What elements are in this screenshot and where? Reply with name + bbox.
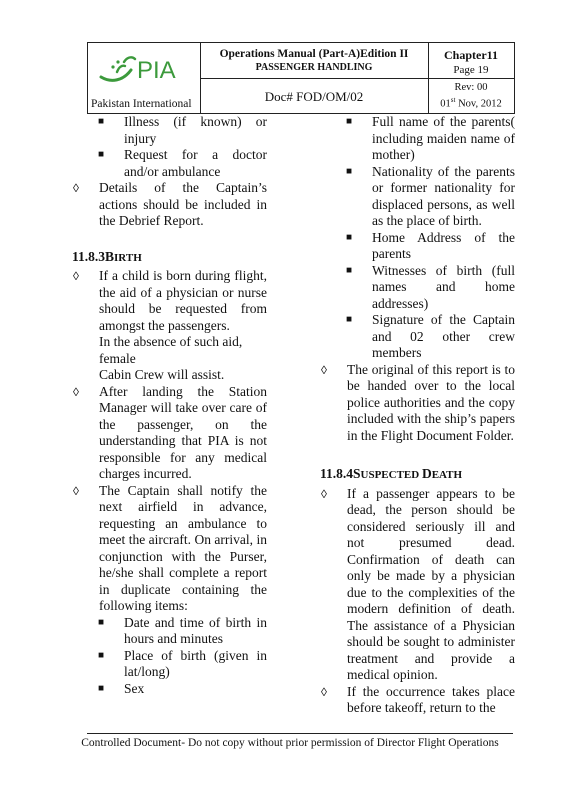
diamond-bullet-icon: ◊ [73,181,79,195]
square-bullet-icon: ■ [346,165,353,177]
list-item: ■ Home Address of the parents [346,229,515,261]
revision-info [428,81,514,111]
list-item: ◊ After landing the Station Manager will take over care of the passenger, on the understanding that PIA is not responsible for any medical charges incurred. [73,383,267,481]
list-item: ◊ The original of this report is to be handed over to the local police authorities and the copy included with the ship’s papers in the Flight Document Folder. [321,361,515,443]
square-bullet-icon: ■ [346,314,353,325]
list-item: ◊ Details of the Captain’s actions should be included in the Debrief Report. [73,180,267,228]
diamond-bullet-icon: ◊ [73,384,79,399]
pia-logo [97,53,192,87]
logo-cell [88,43,201,113]
paragraph: In the absence of such aid, female [99,334,243,366]
list-item: ■ Signature of the Captain and 02 other crew members [346,312,515,360]
org-name: Pakistan International [91,98,192,110]
diamond-bullet-icon: ◊ [73,483,79,498]
list-item: ■ Place of birth (given in lat/long) [98,647,267,679]
rev-date: Nov, 2012 [455,98,502,110]
square-bullet-icon: ■ [98,649,105,661]
square-bullet-icon: ■ [98,149,105,160]
square-bullet-icon: ■ [346,116,353,127]
diamond-bullet-icon: ◊ [321,486,327,501]
section-heading-suspected-death: 11.8.4SUSPECTED DEATH [320,466,463,481]
rev-suffix: st [450,96,456,104]
document-header [87,42,515,114]
page-number: Page 19 [453,64,489,76]
list-item: ■ Witnesses of birth (full names and home addresses) [346,262,515,311]
square-bullet-icon: ■ [98,616,105,628]
list-item: ■ Nationality of the parents or former nationality for displaced persons, as well as the place of birth. [346,163,515,228]
square-bullet-icon: ■ [346,231,353,243]
right-column [320,114,515,717]
list-item: ◊ If a child is born during flight, the aid of a physician or nurse should be requested from amongst the passengers. [73,268,267,333]
list-item: ■ Request for a doctor and/or ambulance [98,147,267,179]
chapter-label: Chapter11 [444,48,498,62]
header-divider [200,78,514,79]
list-item: ■ Sex [98,680,145,696]
list-item: ■ Full name of the parents( including maiden name of mother) [346,114,515,162]
manual-title: Operations Manual (Part-A)Edition II [219,48,409,60]
manual-section: PASSENGER HANDLING [255,62,373,73]
list-item: ◊ If the occurrence takes place before takeoff, return to the [321,683,515,715]
logo-text: PIA [137,57,176,84]
section-heading-birth: 11.8.3BIRTH [72,248,142,264]
square-bullet-icon: ■ [346,264,353,276]
left-column [72,114,267,697]
list-item: ■ Date and time of birth in hours and minutes [98,614,267,646]
diamond-bullet-icon: ◊ [321,362,327,377]
list-item: ■ Illness (if known) or injury [98,114,267,146]
doc-number: Doc# FOD/OM/02 [264,89,364,104]
square-bullet-icon: ■ [98,116,105,127]
rev-label: Rev: 00 [454,82,488,93]
paragraph: Cabin Crew will assist. [99,367,225,382]
list-item: ◊ The Captain shall notify the next airfield in advance, requesting an ambulance to meet the aircraft. On arrival, in conjunction with the Purser, he/she shall complete a report in duplicate containing the following items: [73,482,267,613]
diamond-bullet-icon: ◊ [321,684,327,699]
footer-text: Controlled Document- Do not copy without prior permission of Director Flight Operations [81,737,499,749]
list-item: ◊ If a passenger appears to be dead, the person should be considered seriously ill and not presumed dead. Confirmation of death can only be made by a physician due to the complexities of the modern definition of death. The assistance of a Physician should be sought to administer treatment and provide a medical opinion. [321,485,515,682]
rev-day: 01 [440,98,451,110]
diamond-bullet-icon: ◊ [73,269,79,283]
footer-divider [87,733,513,734]
square-bullet-icon: ■ [98,682,105,694]
